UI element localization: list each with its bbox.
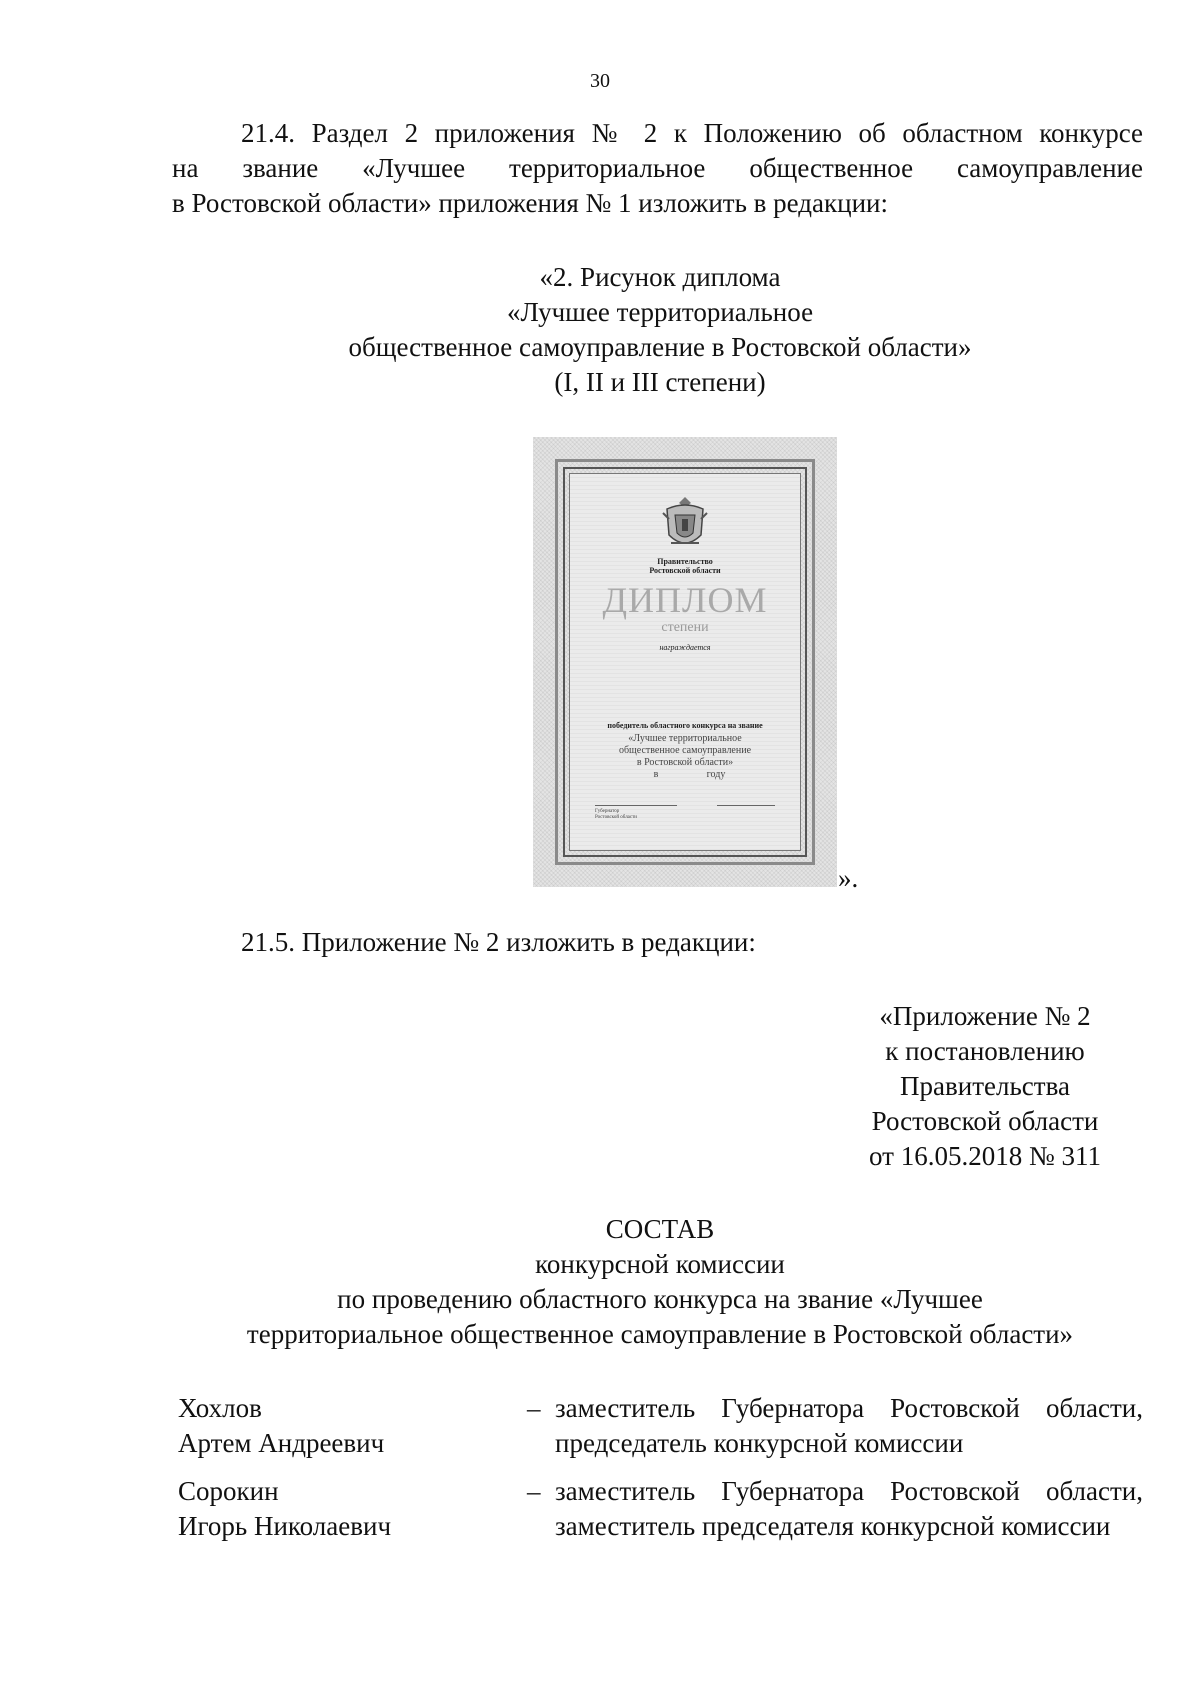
diploma-signer-line-1: Губернатор	[595, 809, 620, 814]
member-dash: –	[527, 1476, 541, 1506]
diploma-title: ДИПЛОМ	[602, 580, 768, 620]
appendix-line-2: к постановлению	[885, 1036, 1085, 1066]
coat-of-arms-icon	[661, 495, 709, 555]
member-dash: –	[527, 1393, 541, 1423]
diploma-issuer-line-2: Ростовской области	[649, 566, 721, 575]
diploma-awarded: награждается	[659, 643, 711, 652]
diploma-year-suffix: году	[706, 769, 726, 780]
appendix-line-4: Ростовской области	[871, 1106, 1099, 1136]
diploma-contest-line-3: в Ростовской области»	[636, 757, 734, 768]
member-role-line-2: председатель конкурсной комиссии	[555, 1428, 964, 1458]
diploma-signature-line-right	[717, 805, 775, 806]
para-21-4-line-2: на звание «Лучшее территориальное общественное самоуправление	[172, 153, 1143, 183]
diploma-year-prefix: в	[653, 769, 659, 780]
member-surname: Сорокин	[178, 1476, 279, 1506]
figure-close-quote: ».	[838, 863, 859, 893]
page-number: 30	[590, 70, 610, 92]
diploma-degree: степени	[661, 620, 709, 635]
para-21-4-line-3: в Ростовской области» приложения № 1 изложить в редакции:	[172, 188, 888, 218]
composition-title: СОСТАВ	[605, 1214, 715, 1244]
figure-heading-line-3: общественное самоуправление в Ростовской области»	[348, 332, 972, 362]
diploma-issuer-line-1: Правительство	[657, 557, 713, 566]
diploma-contest-line-1: «Лучшее территориальное	[628, 733, 742, 744]
member-given-names: Игорь Николаевич	[178, 1511, 392, 1541]
composition-line-3: по проведению областного конкурса на звание «Лучшее	[337, 1284, 983, 1314]
member-role-line-2: заместитель председателя конкурсной комиссии	[555, 1511, 1111, 1541]
para-21-5: 21.5. Приложение № 2 изложить в редакции:	[241, 927, 756, 957]
figure-heading-line-1: «2. Рисунок диплома	[539, 262, 781, 292]
diploma-winner-text: победитель областного конкурса на звание	[607, 721, 763, 730]
appendix-line-1: «Приложение № 2	[879, 1001, 1091, 1031]
composition-line-2: конкурсной комиссии	[535, 1249, 785, 1279]
diploma-contest-line-2: общественное самоуправление	[618, 745, 752, 756]
figure-heading-line-2: «Лучшее территориальное	[506, 297, 814, 327]
member-role-line-1: заместитель Губернатора Ростовской области,	[555, 1476, 1143, 1506]
appendix-line-5: от 16.05.2018 № 311	[869, 1141, 1101, 1171]
diploma-signature-line-left	[595, 805, 677, 806]
diploma-image	[533, 437, 837, 887]
composition-line-4: территориальное общественное самоуправление в Ростовской области»	[246, 1319, 1074, 1349]
member-role-line-1: заместитель Губернатора Ростовской области,	[555, 1393, 1143, 1423]
para-21-4-line-1: 21.4. Раздел 2 приложения № 2 к Положению об областном конкурсе	[241, 118, 1143, 148]
figure-heading-line-4: (I, II и III степени)	[554, 367, 766, 397]
appendix-line-3: Правительства	[900, 1071, 1070, 1101]
member-surname: Хохлов	[178, 1393, 262, 1423]
diploma-signer-line-2: Ростовской области	[595, 815, 637, 820]
member-given-names: Артем Андреевич	[178, 1428, 385, 1458]
